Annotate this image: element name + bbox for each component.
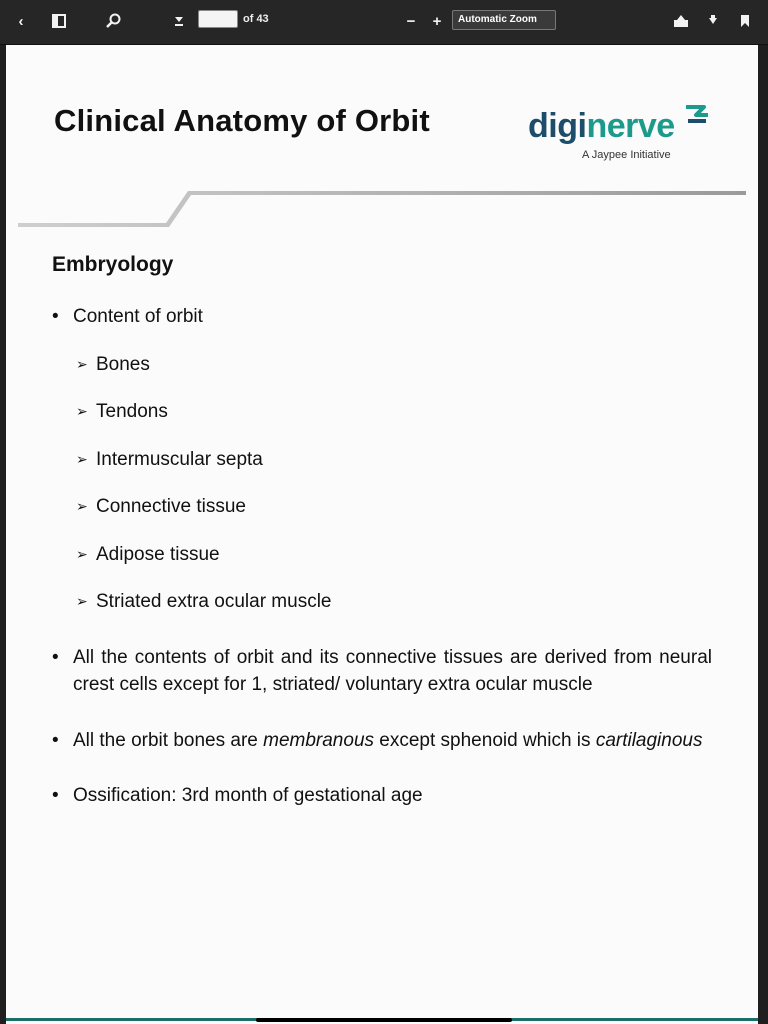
bullet-dot: • xyxy=(52,306,59,327)
bullet-dot: • xyxy=(52,646,59,668)
arrow-icon: ➢ xyxy=(76,593,88,610)
bullet-item xyxy=(52,644,712,699)
slide-title: Clinical Anatomy of Orbit xyxy=(54,103,430,138)
bullet-text-part: All the orbit bones are xyxy=(73,729,264,751)
sub-item: ➢ Intermuscular septa xyxy=(52,446,712,474)
bullet-item xyxy=(52,727,712,755)
sub-item: ➢ Striated extra ocular muscle xyxy=(52,588,712,616)
logo-tagline: A Jaypee Initiative xyxy=(582,149,671,161)
sidebar-toggle-icon[interactable] xyxy=(46,8,72,34)
bullet-text-part: except sphenoid which is xyxy=(374,729,596,751)
bullet-text: All the contents of orbit and its connective tissues are derived from neural crest cells except for 1, striated/ voluntary extra ocular muscle xyxy=(73,646,712,696)
download-icon[interactable] xyxy=(700,8,726,34)
arrow-icon: ➢ xyxy=(76,450,88,467)
diginerve-logo xyxy=(524,97,724,167)
zoom-out-icon[interactable]: − xyxy=(406,12,416,30)
pdf-toolbar xyxy=(0,0,768,45)
header-band xyxy=(6,183,758,233)
logo-wordmark: diginerve xyxy=(528,107,675,145)
sub-item: ➢ Connective tissue xyxy=(52,493,712,521)
zoom-select[interactable]: Automatic Zoom xyxy=(452,10,556,30)
sub-item: ➢ Tendons xyxy=(52,398,712,426)
search-icon[interactable] xyxy=(84,8,144,34)
bullet-text: Content of orbit xyxy=(73,306,203,327)
home-indicator xyxy=(256,1018,512,1022)
bullet-dot: • xyxy=(52,729,59,751)
zoom-in-icon[interactable]: + xyxy=(432,12,442,30)
page-number-input[interactable] xyxy=(198,10,238,28)
bullet-item xyxy=(52,303,712,331)
arrow-icon: ➢ xyxy=(76,498,88,515)
bullet-dot: • xyxy=(52,785,59,807)
bullet-item xyxy=(52,782,712,810)
section-heading: Embryology xyxy=(52,253,174,276)
bullet-text-emphasis: membranous xyxy=(263,729,375,751)
bookmark-icon[interactable] xyxy=(732,8,758,34)
bullet-text: Ossification: 3rd month of gestational age xyxy=(73,785,423,807)
page-count: of 43 xyxy=(243,13,269,25)
presentation-icon[interactable] xyxy=(668,8,694,34)
back-icon[interactable]: ‹ xyxy=(18,12,24,30)
bullet-text-emphasis: cartilaginous xyxy=(595,729,703,751)
logo-mark-icon xyxy=(684,103,714,125)
arrow-icon: ➢ xyxy=(76,355,88,372)
next-page-icon[interactable] xyxy=(166,8,192,34)
pdf-page xyxy=(6,45,758,1024)
sub-item: ➢ Bones xyxy=(52,351,712,379)
slide-content xyxy=(52,303,712,810)
arrow-icon: ➢ xyxy=(76,545,88,562)
arrow-icon: ➢ xyxy=(76,403,88,420)
sub-item: ➢ Adipose tissue xyxy=(52,541,712,569)
